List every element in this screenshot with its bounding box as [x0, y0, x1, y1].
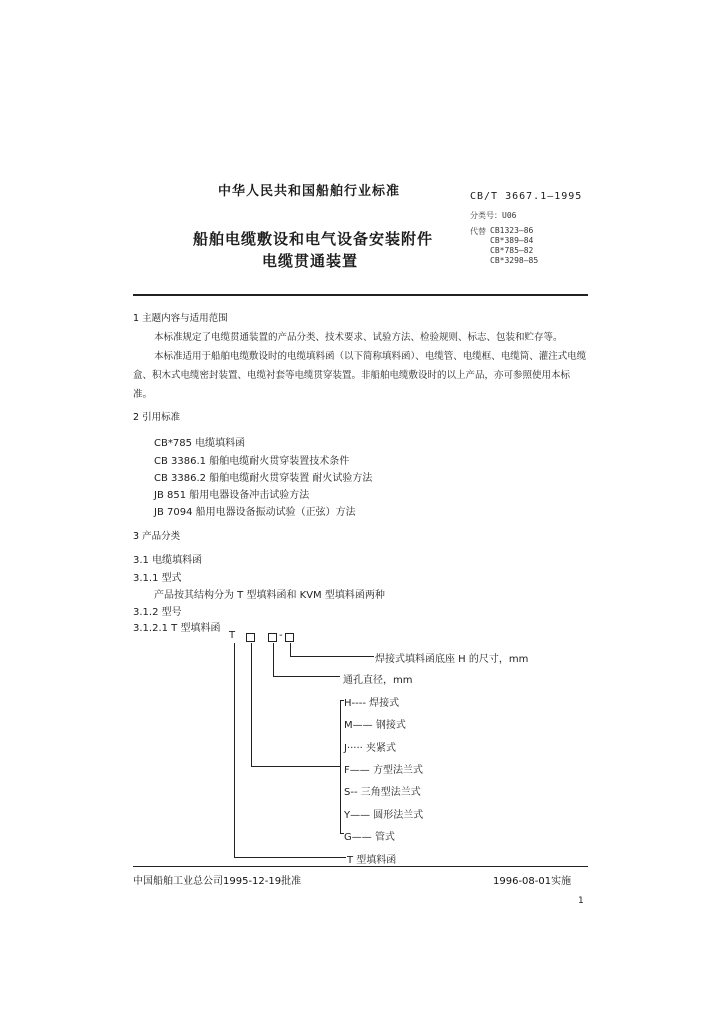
classification-code: 分类号：U06 [470, 211, 517, 220]
document-title: 船舶电缆敷设和电气设备安装附件 [193, 230, 434, 248]
code-dash: - [279, 630, 283, 641]
leader-line [251, 643, 252, 767]
standard-number: CB/T 3667.1—1995 [470, 191, 583, 202]
reference-item: JB 851 船用电器设备冲击试验方法 [154, 490, 310, 501]
label-base-height: 焊接式填料函底座 H 的尺寸，mm [375, 654, 529, 665]
document-subtitle: 电缆贯通装置 [262, 252, 359, 270]
type-name: 钢接式 [375, 720, 406, 731]
type-code: Y [344, 810, 351, 821]
type-item-square-flange [344, 761, 423, 776]
leader-line [290, 656, 374, 657]
leader-line [273, 643, 274, 677]
reference-item: CB 3386.1 船舶电缆耐火贯穿装置技术条件 [154, 456, 350, 467]
section-3-1-1: 3.1.1 型式 [133, 573, 182, 584]
reference-item: JB 7094 船用电器设备振动试验（正弦）方法 [154, 507, 356, 518]
leader-line [234, 857, 346, 858]
section-3-1: 3.1 电缆填料函 [133, 555, 203, 566]
section-3-1-1-text: 产品按其结构分为 T 型填料函和 KVM 型填料函两种 [154, 590, 385, 601]
reference-item: CB 3386.2 船舶电缆耐火贯穿装置 耐火试验方法 [154, 473, 373, 484]
type-name: 焊接式 [369, 698, 400, 709]
reference-item: CB*785 电缆填料函 [154, 438, 246, 449]
section-3-heading: 3 产品分类 [133, 531, 181, 542]
type-code: S [344, 787, 351, 798]
code-placeholder-type [246, 633, 255, 642]
type-separator: —— [349, 765, 370, 776]
type-name: 圆形法兰式 [373, 810, 424, 821]
label-t-gland: T 型填料函 [347, 855, 397, 866]
replaces-item: CB1323—86 [490, 226, 534, 235]
section-1-heading: 1 主题内容与适用范围 [133, 313, 228, 324]
approval-date: 中国船舶工业总公司1995-12-19批准 [133, 876, 302, 887]
type-separator: ····· [346, 743, 363, 754]
type-code: G [344, 832, 352, 843]
replaces-item: CB*3298—85 [490, 256, 539, 265]
type-item-round-flange [344, 806, 423, 821]
type-item-bolted [344, 716, 406, 731]
type-code: M [344, 720, 353, 731]
type-name: 三角型法兰式 [360, 787, 421, 798]
type-item-clamp [344, 739, 396, 754]
section-2-heading: 2 引用标准 [133, 412, 181, 423]
type-item-tube [344, 828, 395, 843]
page-number: 1 [578, 896, 584, 906]
type-separator: —— [352, 720, 373, 731]
implementation-date: 1996-08-01实施 [493, 876, 572, 887]
code-placeholder-height [285, 633, 294, 642]
type-name: 管式 [374, 832, 395, 843]
leader-line [273, 676, 340, 677]
type-bracket [340, 700, 341, 834]
replaces-item: CB*389—84 [490, 236, 534, 245]
header-rule [133, 294, 588, 296]
type-separator: —— [351, 832, 372, 843]
type-separator: -- [350, 787, 358, 798]
code-t-letter: T [229, 630, 236, 641]
leader-line [251, 766, 340, 767]
replaces-item: CB*785—82 [490, 246, 534, 255]
label-hole-diameter: 通孔直径，mm [343, 675, 413, 686]
section-3-1-2-1: 3.1.2.1 T 型填料函 [133, 623, 221, 634]
type-code: H [344, 698, 352, 709]
type-item-welded [344, 694, 399, 709]
issuing-authority: 中华人民共和国船舶行业标准 [218, 184, 401, 199]
section-1-paragraph-2: 本标准适用于船舶电缆敷设时的电缆填料函（以下简称填料函）、电缆管、电缆框、电缆筒、灌注式电缆盒、积木式电缆密封装置、电缆衬套等电缆贯穿装置。非船舶电缆敷设时的以上产品，亦可参照使用本标准。 [133, 351, 587, 400]
type-name: 夹紧式 [366, 743, 397, 754]
footer-rule [133, 866, 588, 867]
leader-line [234, 643, 235, 858]
type-code: J [344, 743, 347, 754]
type-separator: ---- [351, 698, 366, 709]
code-placeholder-hole [268, 633, 277, 642]
type-code: F [344, 765, 350, 776]
section-3-1-2: 3.1.2 型号 [133, 607, 182, 618]
leader-line [290, 643, 291, 656]
type-separator: —— [350, 810, 371, 821]
replaces-label: 代替 [470, 227, 486, 236]
section-1-paragraph-1: 本标准规定了电缆贯通装置的产品分类、技术要求、试验方法、检验规则、标志、包装和贮存等。 [154, 332, 563, 343]
type-item-triangular-flange [344, 783, 421, 798]
type-name: 方型法兰式 [372, 765, 423, 776]
